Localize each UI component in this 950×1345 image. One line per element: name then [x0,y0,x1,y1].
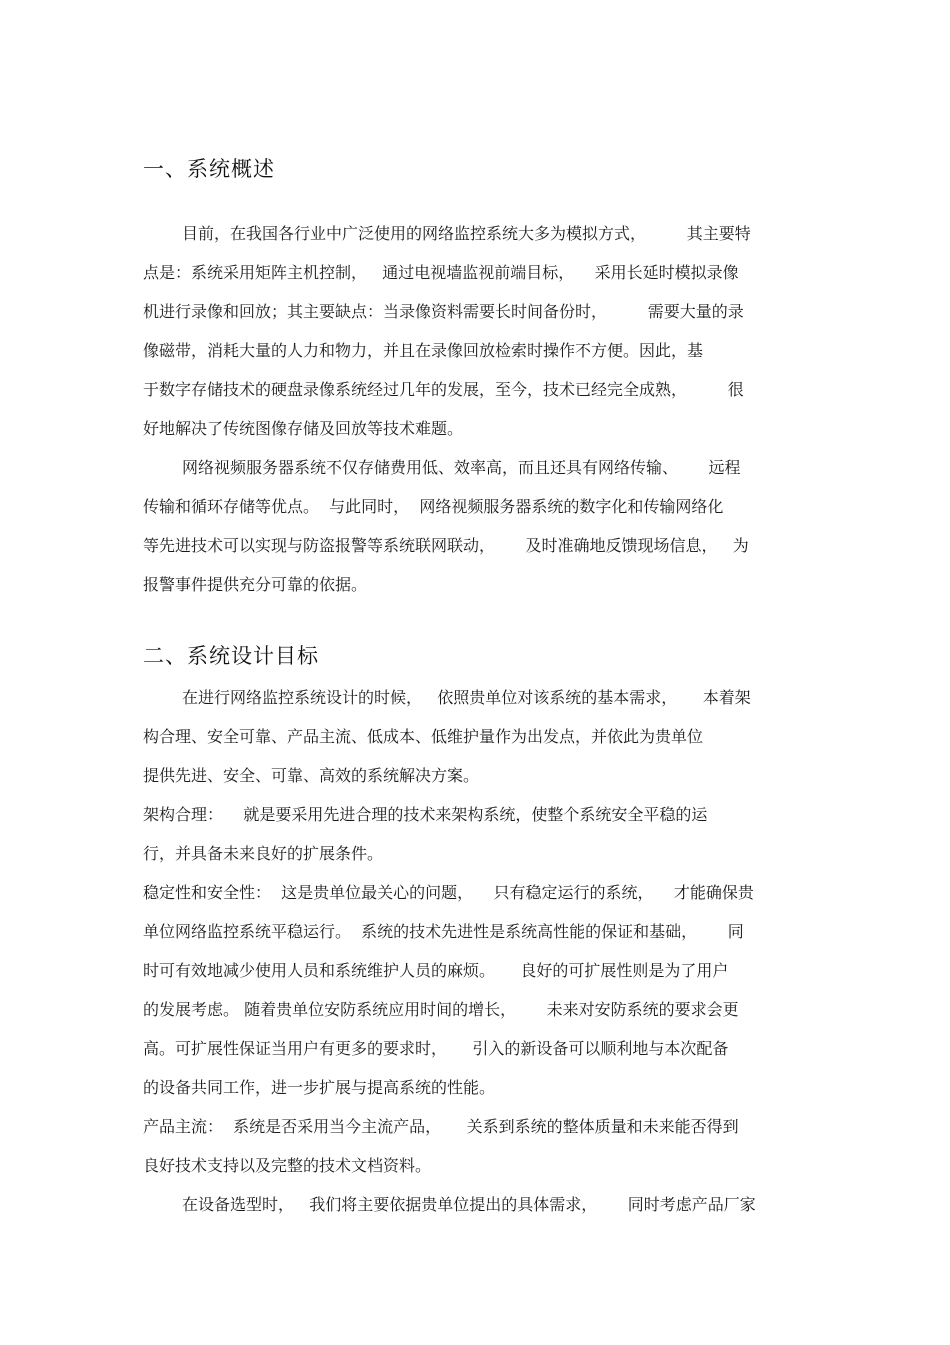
paragraph-line: 网络视频服务器系统不仅存储费用低、效率高，而且还具有网络传输、 远程 [182,458,741,477]
paragraph-line: 行，并具备未来良好的扩展条件。 [143,844,384,863]
paragraph-line: 提供先进、安全、可靠、高效的系统解决方案。 [143,766,480,785]
paragraph-line: 在进行网络监控系统设计的时候， 依照贵单位对该系统的基本需求， 本着架 [182,688,751,707]
paragraph-line: 的设备共同工作，进一步扩展与提高系统的性能。 [143,1078,496,1097]
paragraph-line: 目前，在我国各行业中广泛使用的网络监控系统大多为模拟方式， 其主要特 [182,224,751,243]
paragraph-line: 于数字存储技术的硬盘录像系统经过几年的发展，至今，技术已经完全成熟， 很 [143,380,744,399]
paragraph-line: 传输和循环存储等优点。 与此同时， 网络视频服务器系统的数字化和传输网络化 [143,497,724,516]
paragraph-line: 产品主流： 系统是否采用当今主流产品， 关系到系统的整体质量和未来能否得到 [143,1117,739,1136]
paragraph-line: 时可有效地减少使用人员和系统维护人员的麻烦。 良好的可扩展性则是为了用户 [143,961,729,980]
paragraph-line: 点是：系统采用矩阵主机控制， 通过电视墙监视前端目标， 采用长延时模拟录像 [143,263,739,282]
paragraph-line: 等先进技术可以实现与防盗报警等系统联网联动， 及时准确地反馈现场信息， 为 [143,536,749,555]
paragraph-line: 稳定性和安全性： 这是贵单位最关心的问题， 只有稳定运行的系统， 才能确保贵 [143,883,754,902]
paragraph-line: 单位网络监控系统平稳运行。 系统的技术先进性是系统高性能的保证和基础， 同 [143,922,744,941]
paragraph-line: 像磁带，消耗大量的人力和物力，并且在录像回放检索时操作不方便。因此，基 [143,341,704,360]
paragraph-line: 架构合理： 就是要采用先进合理的技术来架构系统，使整个系统安全平稳的运 [143,805,708,824]
paragraph-line: 机进行录像和回放；其主要缺点：当录像资料需要长时间备份时， 需要大量的录 [143,302,744,321]
section-heading-design-goals: 二、系统设计目标 [143,644,319,668]
section-heading-overview: 一、系统概述 [143,157,275,181]
paragraph-line: 良好技术支持以及完整的技术文档资料。 [143,1156,432,1175]
paragraph-line: 的发展考虑。 随着贵单位安防系统应用时间的增长， 未来对安防系统的要求会更 [143,1000,739,1019]
paragraph-line: 报警事件提供充分可靠的依据。 [143,575,368,594]
paragraph-line: 好地解决了传统图像存储及回放等技术难题。 [143,419,464,438]
paragraph-line: 在设备选型时， 我们将主要依据贵单位提出的具体需求， 同时考虑产品厂家 [182,1195,756,1214]
paragraph-line: 构合理、安全可靠、产品主流、低成本、低维护量作为出发点，并依此为贵单位 [143,727,704,746]
paragraph-line: 高。可扩展性保证当用户有更多的要求时， 引入的新设备可以顺利地与本次配备 [143,1039,729,1058]
